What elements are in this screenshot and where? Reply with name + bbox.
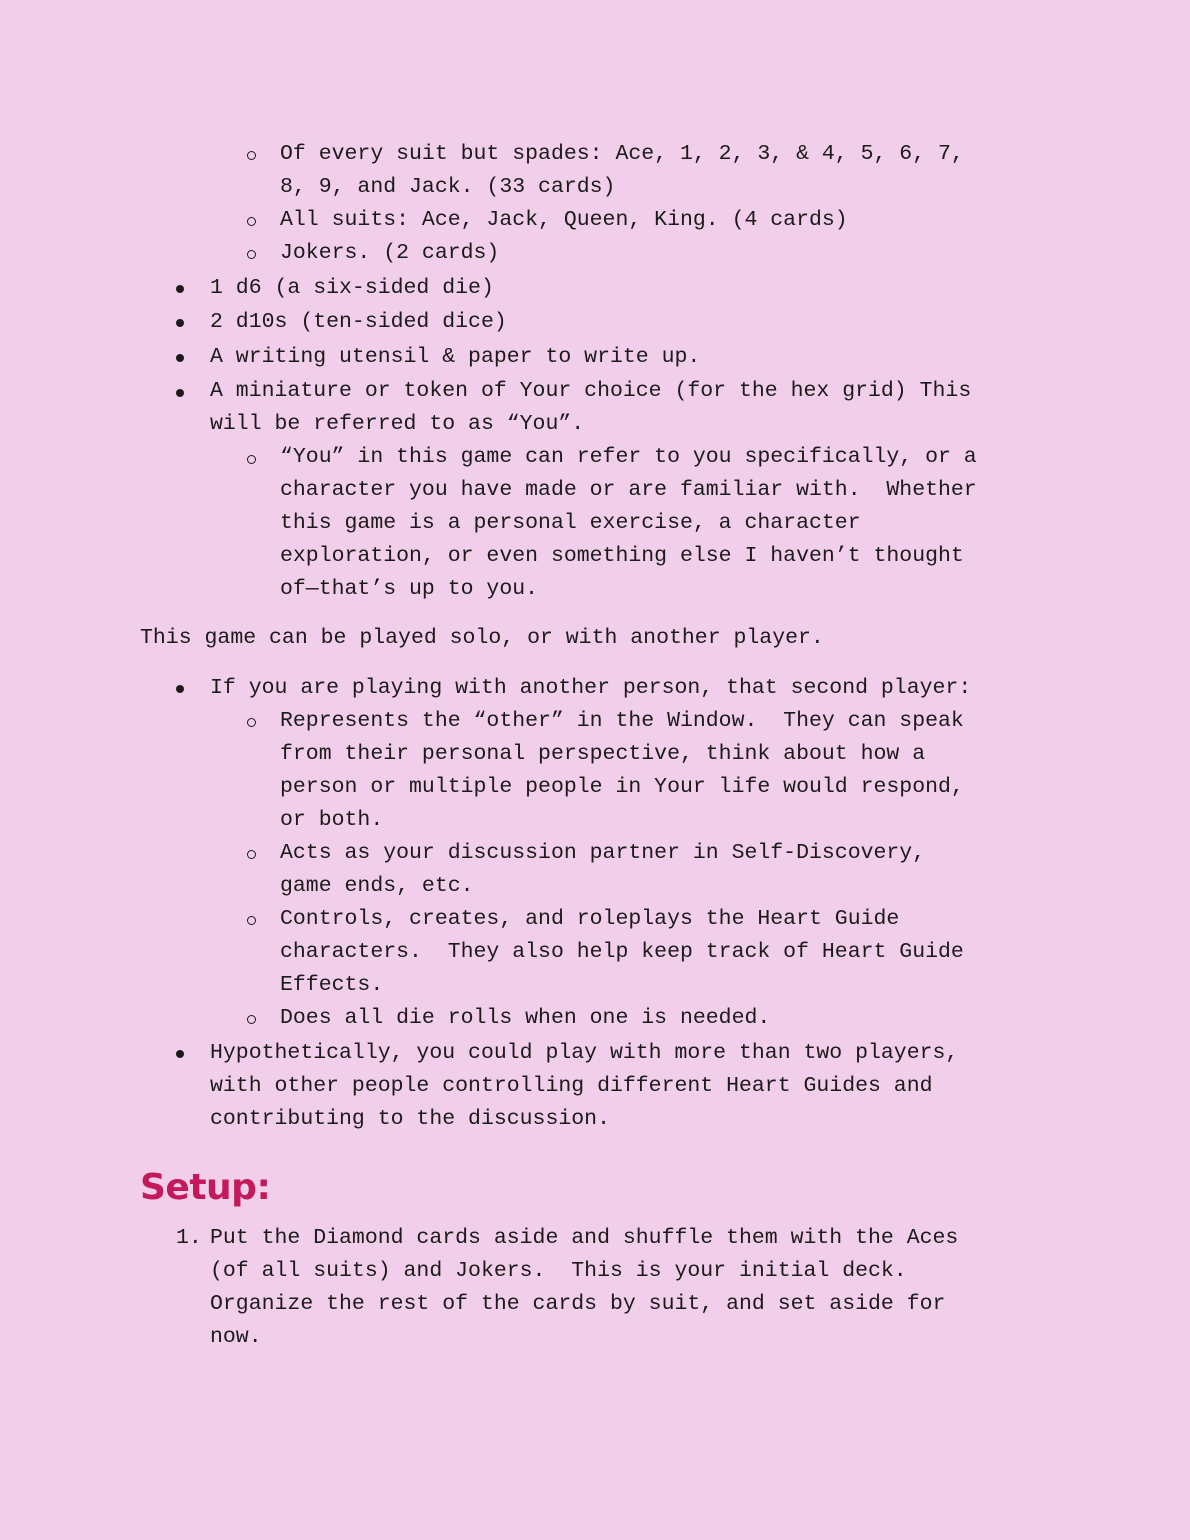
circle-bullet-icon <box>247 850 256 859</box>
list-item-line: game ends, etc. <box>280 874 474 898</box>
bullet-icon <box>176 685 184 693</box>
list-item-line: contributing to the discussion. <box>210 1107 610 1131</box>
circle-bullet-icon <box>247 1015 256 1024</box>
step-number: 1. <box>176 1226 202 1250</box>
list-item-line: exploration, or even something else I haven’t thought <box>280 544 964 568</box>
list-item-line: of—that’s up to you. <box>280 577 539 601</box>
paragraph: This game can be played solo, or with another player. <box>140 626 824 650</box>
list-item-line: character you have made or are familiar with. Whether <box>280 478 977 502</box>
list-item-line: A miniature or token of Your choice (for the hex grid) This <box>210 379 972 403</box>
list-item-line: (of all suits) and Jokers. This is your initial deck. <box>210 1259 907 1283</box>
list-item-line: this game is a personal exercise, a character <box>280 511 861 535</box>
list-item-line: Jokers. (2 cards) <box>280 241 500 265</box>
list-item-line: from their personal perspective, think about how a <box>280 742 926 766</box>
bullet-icon <box>176 389 184 397</box>
list-item-line: 2 d10s (ten-sided dice) <box>210 310 507 334</box>
bullet-icon <box>176 285 184 293</box>
bullet-icon <box>176 1050 184 1058</box>
bullet-icon <box>176 319 184 327</box>
list-item-line: Does all die rolls when one is needed. <box>280 1006 771 1030</box>
list-item-line: now. <box>210 1325 262 1349</box>
circle-bullet-icon <box>247 718 256 727</box>
list-item-line: A writing utensil & paper to write up. <box>210 345 701 369</box>
list-item-line: Acts as your discussion partner in Self-Discovery, <box>280 841 926 865</box>
list-item-line: Represents the “other” in the Window. They can speak <box>280 709 964 733</box>
list-item-line: Controls, creates, and roleplays the Heart Guide <box>280 907 900 931</box>
list-item-line: with other people controlling different Heart Guides and <box>210 1074 933 1098</box>
circle-bullet-icon <box>247 217 256 226</box>
list-item-line: Put the Diamond cards aside and shuffle them with the Aces <box>210 1226 959 1250</box>
list-item-line: Of every suit but spades: Ace, 1, 2, 3, & 4, 5, 6, 7, <box>280 142 964 166</box>
list-item-line: characters. They also help keep track of Heart Guide <box>280 940 964 964</box>
circle-bullet-icon <box>247 151 256 160</box>
list-item-line: Hypothetically, you could play with more than two players, <box>210 1041 959 1065</box>
list-item-line: Organize the rest of the cards by suit, and set aside for <box>210 1292 946 1316</box>
section-heading: Setup: <box>140 1167 271 1208</box>
list-item-line: will be referred to as “You”. <box>210 412 585 436</box>
list-item-line: All suits: Ace, Jack, Queen, King. (4 cards) <box>280 208 848 232</box>
list-item-line: 8, 9, and Jack. (33 cards) <box>280 175 616 199</box>
bullet-icon <box>176 354 184 362</box>
circle-bullet-icon <box>247 455 256 464</box>
list-item-line: “You” in this game can refer to you specifically, or a <box>280 445 977 469</box>
list-item-line: or both. <box>280 808 384 832</box>
list-item-line: person or multiple people in Your life would respond, <box>280 775 964 799</box>
list-item-line: Effects. <box>280 973 384 997</box>
list-item-line: If you are playing with another person, that second player: <box>210 676 972 700</box>
list-item-line: 1 d6 (a six-sided die) <box>210 276 494 300</box>
circle-bullet-icon <box>247 250 256 259</box>
circle-bullet-icon <box>247 916 256 925</box>
